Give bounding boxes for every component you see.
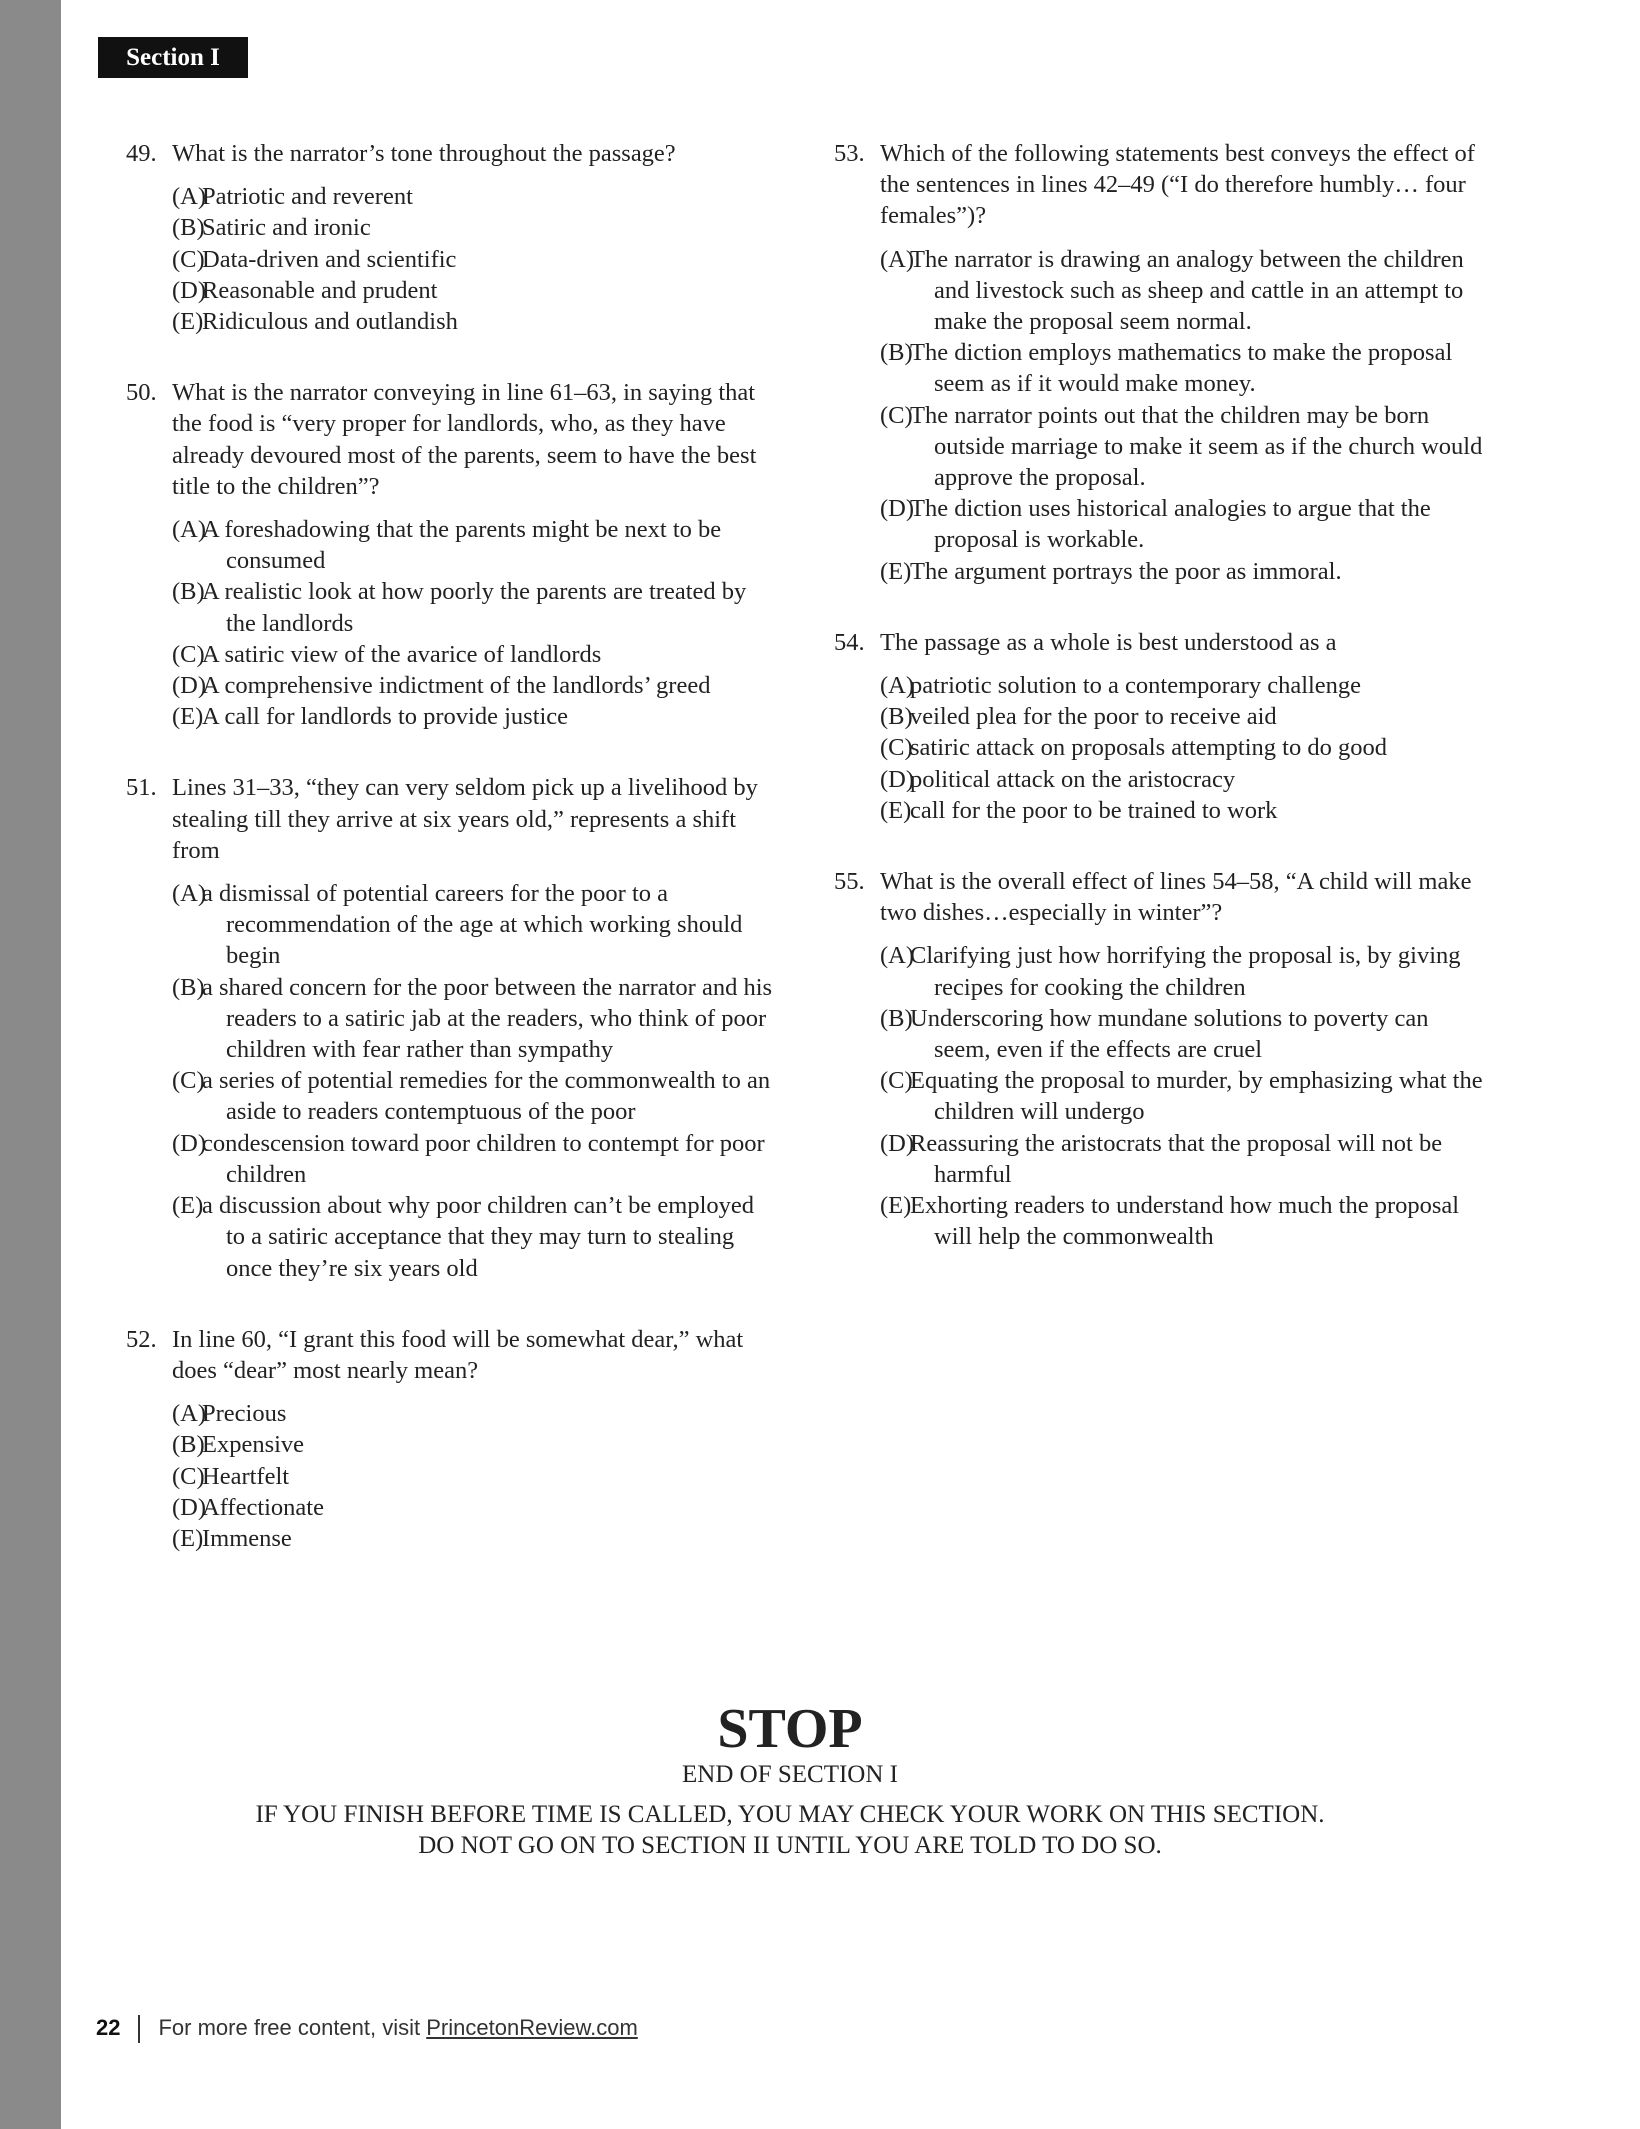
- answer-option: [834, 732, 1484, 763]
- answer-option: [126, 1429, 776, 1460]
- question-number: 51.: [126, 774, 157, 802]
- question-stem: [834, 866, 1484, 928]
- option-letter: (C): [880, 1067, 913, 1095]
- option-letter: (E): [880, 1192, 912, 1220]
- option-text: Precious: [202, 1400, 287, 1428]
- option-letter: (D): [172, 672, 207, 700]
- option-text: The narrator points out that the children may be born outside marriage to make it seem as if the church would approve the proposal.: [910, 401, 1483, 492]
- answer-option: [126, 972, 776, 1066]
- option-text: A comprehensive indictment of the landlords’ greed: [202, 672, 711, 700]
- answer-option: [834, 1190, 1484, 1252]
- question-text: In line 60, “I grant this food will be somewhat dear,” what does “dear” most nearly mean?: [172, 1325, 744, 1384]
- answer-options: [834, 940, 1484, 1252]
- answer-option: [834, 795, 1484, 826]
- instruction-line-2: DO NOT GO ON TO SECTION II UNTIL YOU ARE TOLD TO DO SO.: [418, 1832, 1162, 1859]
- option-text: Affectionate: [202, 1493, 324, 1521]
- stop-title: STOP: [717, 1698, 863, 1760]
- option-letter: (A): [880, 942, 915, 970]
- instruction-line-1: IF YOU FINISH BEFORE TIME IS CALLED, YOU MAY CHECK YOUR WORK ON THIS SECTION.: [255, 1801, 1325, 1828]
- question-stem: [126, 1324, 776, 1386]
- option-letter: (A): [172, 1400, 207, 1428]
- question-50: [126, 377, 776, 732]
- answer-option: [126, 244, 776, 275]
- option-letter: (A): [172, 516, 207, 544]
- option-text: veiled plea for the poor to receive aid: [910, 703, 1277, 731]
- question-text: What is the overall effect of lines 54–58, “A child will make two dishes…especially in winter”?: [880, 868, 1472, 927]
- option-text: Ridiculous and outlandish: [202, 308, 458, 336]
- question-number: 55.: [834, 868, 865, 896]
- question-54: [834, 627, 1484, 826]
- answer-option: [834, 556, 1484, 587]
- side-margin-bar: [0, 0, 61, 2129]
- option-letter: (E): [172, 1524, 204, 1552]
- option-text: The diction employs mathematics to make the proposal seem as if it would make money.: [910, 339, 1453, 398]
- question-52: [126, 1324, 776, 1554]
- answer-option: [126, 639, 776, 670]
- page-footer: [96, 2012, 638, 2044]
- answer-options: [834, 244, 1484, 587]
- answer-option: [834, 244, 1484, 338]
- option-text: condescension toward poor children to contempt for poor children: [202, 1129, 765, 1188]
- option-text: Satiric and ironic: [202, 214, 371, 242]
- option-text: A foreshadowing that the parents might be next to be consumed: [202, 516, 722, 575]
- answer-option: [834, 337, 1484, 399]
- left-column: [126, 138, 776, 1594]
- answer-option: [834, 1128, 1484, 1190]
- option-letter: (B): [880, 339, 913, 367]
- question-number: 49.: [126, 140, 157, 167]
- question-stem: [126, 377, 776, 502]
- option-letter: (D): [172, 1129, 207, 1157]
- answer-options: [126, 878, 776, 1284]
- option-text: The narrator is drawing an analogy between the children and livestock such as sheep and cattle in an attempt to make the proposal seem normal.: [910, 245, 1464, 336]
- question-text: What is the narrator conveying in line 61–63, in saying that the food is “very proper for landlords, who, as they have already devoured most of the parents, seem to have the best title to the children”?: [172, 379, 757, 500]
- option-letter: (B): [172, 214, 205, 242]
- option-letter: (A): [880, 672, 915, 700]
- option-text: Underscoring how mundane solutions to poverty can seem, even if the effects are cruel: [910, 1004, 1429, 1064]
- question-stem: [126, 772, 776, 866]
- question-text: The passage as a whole is best understood as a: [880, 628, 1337, 656]
- option-text: Patriotic and reverent: [202, 183, 413, 211]
- option-letter: (E): [880, 796, 912, 824]
- option-letter: (E): [172, 1192, 204, 1220]
- answer-option: [126, 1128, 776, 1190]
- option-text: Exhorting readers to understand how much the proposal will help the commonwealth: [910, 1192, 1460, 1251]
- option-letter: (B): [880, 1004, 913, 1032]
- option-text: call for the poor to be trained to work: [910, 796, 1278, 824]
- answer-option: [834, 701, 1484, 732]
- question-text: Lines 31–33, “they can very seldom pick up a livelihood by stealing till they arrive at six years old,” represents a shift from: [172, 774, 758, 864]
- answer-option: [126, 1398, 776, 1429]
- option-text: a dismissal of potential careers for the poor to a recommendation of the age at which working should begin: [202, 880, 743, 970]
- answer-option: [126, 878, 776, 972]
- answer-option: [126, 1523, 776, 1554]
- page-number: 22: [96, 2015, 121, 2040]
- option-text: a shared concern for the poor between the narrator and his readers to a satiric jab at the readers, who think of poor children with fear rather than sympathy: [202, 973, 773, 1064]
- option-letter: (D): [880, 495, 915, 523]
- option-text: patriotic solution to a contemporary challenge: [910, 672, 1362, 700]
- option-letter: (E): [172, 308, 204, 336]
- option-letter: (D): [172, 276, 207, 304]
- answer-option: [126, 1065, 776, 1127]
- question-text: What is the narrator’s tone throughout the passage?: [172, 140, 676, 167]
- option-letter: (E): [880, 557, 912, 585]
- answer-option: [126, 514, 776, 576]
- option-letter: (A): [172, 183, 207, 211]
- option-text: A realistic look at how poorly the parents are treated by the landlords: [202, 578, 747, 637]
- option-letter: (E): [172, 703, 204, 731]
- answer-option: [834, 764, 1484, 795]
- option-letter: (C): [880, 401, 913, 429]
- answer-option: [126, 701, 776, 732]
- answer-options: [126, 181, 776, 337]
- answer-option: [834, 1003, 1484, 1065]
- option-letter: (B): [880, 703, 913, 731]
- option-letter: (C): [880, 734, 913, 762]
- answer-option: [126, 1190, 776, 1284]
- option-text: a discussion about why poor children can’t be employed to a satiric acceptance that they may turn to stealing once they’re six years old: [202, 1192, 755, 1282]
- answer-options: [834, 670, 1484, 826]
- question-number: 54.: [834, 628, 865, 656]
- option-text: The argument portrays the poor as immoral.: [910, 557, 1342, 585]
- option-letter: (D): [172, 1493, 207, 1521]
- option-letter: (B): [172, 973, 205, 1001]
- end-of-section: END OF SECTION I: [682, 1761, 898, 1788]
- option-text: A call for landlords to provide justice: [202, 703, 569, 731]
- answer-options: [126, 514, 776, 732]
- question-number: 50.: [126, 379, 157, 407]
- option-letter: (D): [880, 765, 915, 793]
- option-letter: (A): [172, 880, 207, 908]
- option-letter: (A): [880, 245, 915, 273]
- question-49: [126, 138, 776, 337]
- answer-option: [126, 576, 776, 638]
- option-text: satiric attack on proposals attempting to do good: [910, 734, 1387, 762]
- answer-option: [126, 181, 776, 212]
- option-letter: (C): [172, 640, 205, 668]
- option-text: The diction uses historical analogies to argue that the proposal is workable.: [910, 495, 1431, 554]
- stop-notice: [60, 1698, 1520, 1861]
- footer-text: For more free content, visit: [158, 2015, 427, 2040]
- answer-option: [834, 400, 1484, 494]
- option-text: Data-driven and scientific: [202, 245, 457, 273]
- answer-option: [834, 670, 1484, 701]
- option-letter: (C): [172, 245, 205, 273]
- answer-option: [126, 306, 776, 337]
- option-text: A satiric view of the avarice of landlords: [202, 640, 602, 668]
- option-letter: (B): [172, 1431, 205, 1459]
- answer-options: [126, 1398, 776, 1554]
- option-text: Expensive: [202, 1431, 305, 1459]
- question-55: [834, 866, 1484, 1252]
- answer-option: [834, 493, 1484, 555]
- question-53: [834, 138, 1484, 587]
- question-stem: [834, 138, 1484, 232]
- answer-option: [126, 670, 776, 701]
- answer-option: [126, 212, 776, 243]
- option-text: Equating the proposal to murder, by emphasizing what the children will undergo: [910, 1067, 1483, 1126]
- option-letter: (D): [880, 1129, 915, 1157]
- question-51: [126, 772, 776, 1283]
- option-text: Reassuring the aristocrats that the proposal will not be harmful: [910, 1129, 1443, 1188]
- section-label: Section I: [98, 37, 248, 78]
- option-letter: (C): [172, 1462, 205, 1490]
- answer-option: [834, 940, 1484, 1002]
- footer-link[interactable]: PrincetonReview.com: [426, 2015, 638, 2040]
- question-stem: [126, 138, 776, 169]
- option-letter: (C): [172, 1067, 205, 1095]
- option-letter: (B): [172, 578, 205, 606]
- option-text: Clarifying just how horrifying the proposal is, by giving recipes for cooking the children: [910, 942, 1461, 1001]
- option-text: Immense: [202, 1524, 292, 1552]
- right-column: [834, 138, 1484, 1293]
- question-number: 52.: [126, 1325, 157, 1353]
- answer-option: [834, 1065, 1484, 1127]
- answer-option: [126, 1461, 776, 1492]
- option-text: political attack on the aristocracy: [910, 765, 1236, 793]
- option-text: a series of potential remedies for the commonwealth to an aside to readers contemptuous of the poor: [202, 1067, 771, 1126]
- answer-option: [126, 1492, 776, 1523]
- option-text: Heartfelt: [202, 1462, 290, 1490]
- question-text: Which of the following statements best conveys the effect of the sentences in lines 42–49 (“I do therefore humbly… four females”)?: [880, 140, 1475, 230]
- answer-option: [126, 275, 776, 306]
- question-number: 53.: [834, 140, 865, 167]
- footer-divider: [138, 2015, 140, 2043]
- question-stem: [834, 627, 1484, 658]
- stop-instructions: [60, 1799, 1520, 1861]
- option-text: Reasonable and prudent: [202, 276, 438, 304]
